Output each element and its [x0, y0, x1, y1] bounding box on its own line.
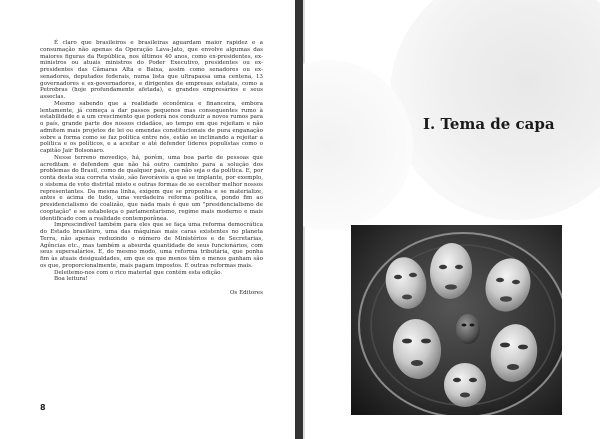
- book-gutter: [295, 0, 303, 439]
- editorial-paragraph: Nesse terreno movediço, há, porém, uma boa parte de pessoas que acreditam e defendem que não há outro caminho para a solução dos problemas do Brasil, como de qualquer país, que não seja o da política. E, por conta desta sua correta visão, são favoráveis a que se implante, por exemplo, o sistema de voto distrital misto e outras formas de se escolher melhor nossos representantes. Da mesma linha, exigem que se proponha e se materialize, antes e acima de tudo, uma verdadeira reforma política, pondo fim ao presidencialismo de coalizão, que nada mais é que um "presidencialismo de cooptação" e se estabeleça o parlamentarismo, regime mais moderno e mais identificado com a realidade contemporânea.: [40, 154, 263, 222]
- editorial-paragraph: Deleitemo-nos com o rico material que contém esta edição.: [54, 269, 223, 276]
- clay-masks-plate-photo-icon: [351, 225, 562, 415]
- faded-background-watermark: [390, 0, 600, 220]
- editors-signature: Os Editores: [229, 290, 263, 296]
- editorial-paragraph: Mesmo sabendo que a realidade econômica e financeira, embora lentamente, já começa a dar passos pequenos mas consequentes rumo à estabilidade e a um crescimento que poderá nos conduzir a novos rumos para o país, grande parte dos nossos cidadãos, ao tempo em que rejeitam e não admitem mais projetos de lei ou emendas constitucionais de pura enganação sobre a forma como se faz política entre nós, estão se inclinando a rejeitar a política e os políticos, e a aceitar e até defender líderes populistas como o capitão Jair Bolsonaro.: [40, 100, 263, 154]
- left-page: [0, 0, 295, 439]
- editorial-paragraph: É claro que brasileiros e brasileiras aguardam maior rapidez e a consumação não apenas da Operação Lava-Jato, que envolve algumas das maiores figuras da República, nos últimos 40 anos, como ex-presidentes, ex-ministros ou atuais ministros do Poder Executivo, presidentes ou ex-presidentes das Câmaras Alta e Baixa, assim como senadores ou ex-senadores, deputados federais, numa lista que ultrapassa uma centena, 13 governadores e ex-governadores, e dirigentes de empresas estatais, como a Petrobras (hoje profundamente afetada), e grandes empresários e seus asseclas.: [40, 40, 263, 100]
- editorial-paragraph: Imprescindível também para eles que se faça uma reforma democrática do Estado brasileiro, uma das máquinas mais caras existentes no planeta Terra, não apenas reduzindo o número de Ministérios e de Secretarias, Agências etc., mas também a absurda quantidade de seus funcionários, com seus supersalários. E, do mesmo modo, uma reforma tributária, que ponha fim às atuais desigualdades, em que os que menos têm e menos ganham são os que, proporcionalmente, mais pagam impostos. E outras reformas mais.: [40, 222, 263, 269]
- right-page: [303, 0, 600, 439]
- page-number: 8: [40, 403, 46, 412]
- chapter-title: I. Tema de capa: [423, 115, 555, 133]
- editorial-text: [40, 40, 263, 297]
- editorial-paragraph: Boa leitura!: [54, 276, 88, 283]
